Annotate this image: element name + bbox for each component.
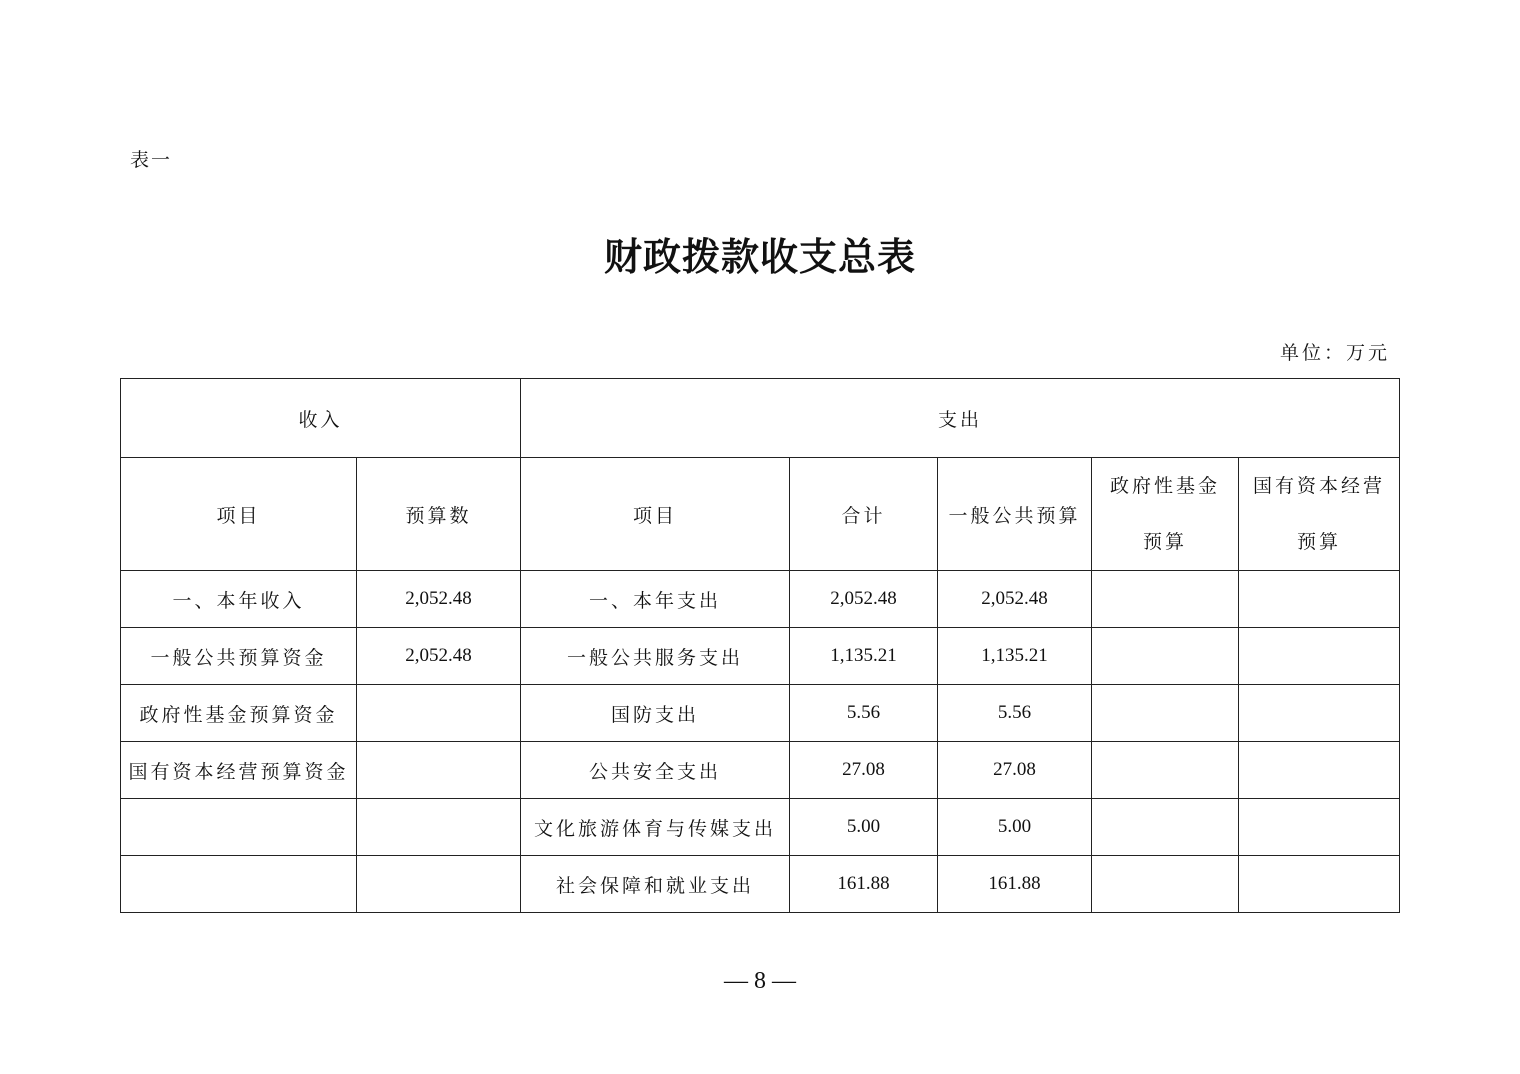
expense-item-cell: 一般公共服务支出 xyxy=(521,628,790,685)
budget-amount-cell: 2,052.48 xyxy=(357,571,521,628)
income-item-header: 项目 xyxy=(121,458,357,571)
budget-amount-cell xyxy=(357,742,521,799)
income-item-cell: 政府性基金预算资金 xyxy=(121,685,357,742)
total-cell: 5.56 xyxy=(790,685,938,742)
expense-item-cell: 文化旅游体育与传媒支出 xyxy=(521,799,790,856)
total-cell: 2,052.48 xyxy=(790,571,938,628)
table-row xyxy=(121,856,1400,913)
table-label: 表一 xyxy=(130,149,173,171)
gov-fund-cell xyxy=(1092,685,1239,742)
expense-item-cell: 国防支出 xyxy=(521,685,790,742)
column-header-row xyxy=(121,458,1400,571)
page-title: 财政拨款收支总表 xyxy=(603,235,916,279)
state-capital-header-line1: 国有资本经营 xyxy=(1253,475,1386,497)
financial-table xyxy=(120,378,1400,913)
state-capital-header xyxy=(1239,458,1400,571)
state-capital-cell xyxy=(1239,685,1400,742)
income-item-cell: 一、本年收入 xyxy=(121,571,357,628)
gov-fund-cell xyxy=(1092,628,1239,685)
gov-fund-cell xyxy=(1092,742,1239,799)
budget-amount-cell xyxy=(357,799,521,856)
budget-amount-cell: 2,052.48 xyxy=(357,628,521,685)
expense-item-cell: 社会保障和就业支出 xyxy=(521,856,790,913)
state-capital-cell xyxy=(1239,856,1400,913)
group-header-row xyxy=(121,379,1400,458)
general-budget-cell: 5.56 xyxy=(938,685,1092,742)
gov-fund-cell xyxy=(1092,799,1239,856)
income-item-cell: 国有资本经营预算资金 xyxy=(121,742,357,799)
income-item-cell: 一般公共预算资金 xyxy=(121,628,357,685)
table-row xyxy=(121,628,1400,685)
total-cell: 27.08 xyxy=(790,742,938,799)
expense-item-cell: 一、本年支出 xyxy=(521,571,790,628)
general-budget-cell: 161.88 xyxy=(938,856,1092,913)
total-cell: 5.00 xyxy=(790,799,938,856)
state-capital-cell xyxy=(1239,799,1400,856)
state-capital-header-line2: 预算 xyxy=(1297,531,1342,553)
unit-label: 单位：万元 xyxy=(1279,342,1390,364)
gov-fund-header xyxy=(1092,458,1239,571)
table-row xyxy=(121,685,1400,742)
general-budget-cell: 2,052.48 xyxy=(938,571,1092,628)
expense-group-header: 支出 xyxy=(521,379,1400,458)
income-item-cell xyxy=(121,799,357,856)
income-group-header: 收入 xyxy=(121,379,521,458)
gov-fund-cell xyxy=(1092,856,1239,913)
budget-amount-cell xyxy=(357,685,521,742)
total-header: 合计 xyxy=(790,458,938,571)
state-capital-cell xyxy=(1239,742,1400,799)
table-row xyxy=(121,742,1400,799)
table-row xyxy=(121,571,1400,628)
gov-fund-header-line1: 政府性基金 xyxy=(1110,475,1221,497)
expense-item-header: 项目 xyxy=(521,458,790,571)
general-budget-cell: 27.08 xyxy=(938,742,1092,799)
budget-amount-cell xyxy=(357,856,521,913)
state-capital-cell xyxy=(1239,628,1400,685)
state-capital-cell xyxy=(1239,571,1400,628)
general-budget-cell: 1,135.21 xyxy=(938,628,1092,685)
expense-item-cell: 公共安全支出 xyxy=(521,742,790,799)
general-budget-cell: 5.00 xyxy=(938,799,1092,856)
budget-amount-header: 预算数 xyxy=(357,458,521,571)
total-cell: 161.88 xyxy=(790,856,938,913)
gov-fund-cell xyxy=(1092,571,1239,628)
general-budget-header: 一般公共预算 xyxy=(938,458,1092,571)
total-cell: 1,135.21 xyxy=(790,628,938,685)
page-number: — 8 — xyxy=(724,968,796,994)
gov-fund-header-line2: 预算 xyxy=(1143,531,1188,553)
table-row xyxy=(121,799,1400,856)
income-item-cell xyxy=(121,856,357,913)
